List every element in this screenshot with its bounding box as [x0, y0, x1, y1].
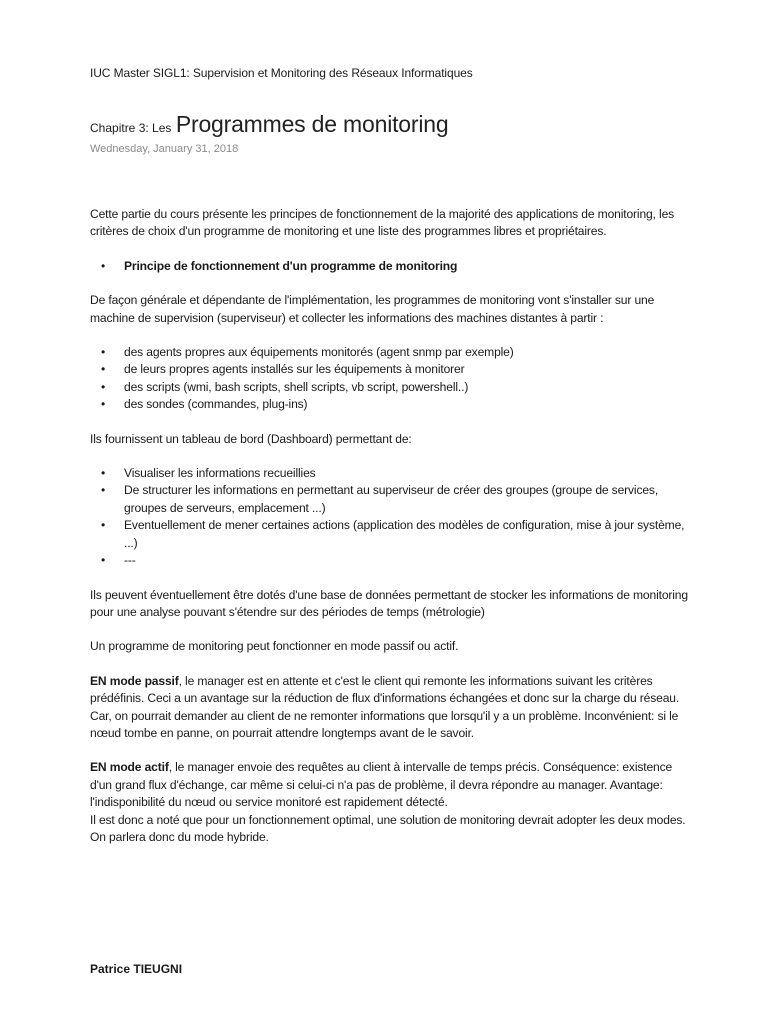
section-heading-list — [90, 258, 690, 275]
chapter-title-line — [90, 111, 448, 138]
bullet-icon: • — [101, 553, 106, 568]
list-item-text: des scripts (wmi, bash scripts, shell scripts, vb script, powershell..) — [124, 379, 469, 394]
paragraph-modes: Un programme de monitoring peut fonctionner en mode passif ou actif. — [90, 639, 459, 654]
bullet-icon: • — [101, 362, 106, 377]
active-mode-label: EN mode actif — [90, 760, 169, 775]
list-item-text: Visualiser les informations recueillies — [124, 466, 316, 481]
intro-paragraph: Cette partie du cours présente les principes de fonctionnement de la majorité des applications de monitoring, les critères de choix d'un programme de monitoring et une liste des programmes libres et propriétaires. — [90, 207, 675, 239]
section-heading-item — [90, 258, 690, 275]
paragraph-conclusion: Il est donc a noté que pour un fonctionnement optimal, une solution de monitoring devrait adopter les deux modes. On parlera donc du mode hybride. — [90, 812, 686, 844]
sources-list — [90, 344, 690, 414]
document-body — [90, 206, 690, 846]
paragraph-passive-mode — [90, 673, 690, 743]
bullet-icon: • — [101, 397, 106, 412]
paragraph-implementation: De façon générale et dépendante de l'implémentation, les programmes de monitoring vont s'installer sur une machine de supervision (superviseur) et collecter les informations des machines distantes à partir : — [90, 293, 655, 325]
paragraph-dashboard: Ils fournissent un tableau de bord (Dashboard) permettant de: — [90, 431, 412, 446]
bullet-icon: • — [101, 483, 106, 498]
chapter-title: Programmes de monitoring — [175, 111, 449, 137]
chapter-prefix: Chapitre 3: Les — [90, 121, 172, 135]
list-item — [90, 465, 690, 482]
dashboard-list — [90, 465, 690, 569]
bullet-icon: • — [101, 518, 106, 533]
bullet-icon: • — [101, 258, 106, 273]
bullet-icon: • — [101, 379, 106, 394]
list-item — [90, 396, 690, 413]
bullet-icon: • — [101, 345, 106, 360]
list-item-text: des sondes (commandes, plug-ins) — [124, 397, 308, 412]
list-item-text: De structurer les informations en permettant au superviseur de créer des groupes (groupe de services, groupes de serveurs, emplacement ...) — [124, 483, 659, 515]
bullet-icon: • — [101, 466, 106, 481]
list-item-text: de leurs propres agents installés sur les équipements à monitorer — [124, 362, 465, 377]
paragraph-database: Ils peuvent éventuellement être dotés d'une base de données permettant de stocker les informations de monitoring pour une analyse pouvant s'étendre sur des périodes de temps (métrologie) — [90, 587, 688, 619]
list-item — [90, 517, 690, 552]
list-item-text: --- — [124, 553, 136, 568]
author-footer: Patrice TIEUGNI — [90, 962, 183, 976]
passive-mode-text: , le manager est en attente et c'est le client qui remonte les informations suivant les critères prédéfinis. Ceci a un avantage sur la réduction de flux d'informations échangées et donc sur la charge du réseau. Car, on pourrait demander au client de ne remonter informations que lorsqu'il y a un problème. Inconvénient: si le nœud tombe en panne, on pourrait attendre longtemps avant de le savoir. — [90, 673, 680, 740]
list-item — [90, 482, 690, 517]
paragraph-active-mode — [90, 759, 690, 811]
course-header: IUC Master SIGL1: Supervision et Monitoring des Réseaux Informatiques — [90, 66, 473, 80]
section-heading: Principe de fonctionnement d'un programme de monitoring — [124, 258, 458, 273]
list-item — [90, 379, 690, 396]
passive-mode-label: EN mode passif — [90, 673, 179, 688]
chapter-date: Wednesday, January 31, 2018 — [90, 143, 239, 155]
list-item-text: Eventuellement de mener certaines actions (application des modèles de configuration, mise à jour système, ...) — [124, 518, 685, 550]
list-item — [90, 361, 690, 378]
list-item — [90, 552, 690, 569]
list-item-text: des agents propres aux équipements monitorés (agent snmp par exemple) — [124, 345, 514, 360]
active-mode-text: , le manager envoie des requêtes au client à intervalle de temps précis. Conséquence: existence d'un grand flux d'échange, car même si celui-ci n'a pas de problème, il devra répondre au manager. Avantage: l'indisponibilité du nœud ou service monitoré est rapidement détecté. — [90, 760, 673, 810]
list-item — [90, 344, 690, 361]
